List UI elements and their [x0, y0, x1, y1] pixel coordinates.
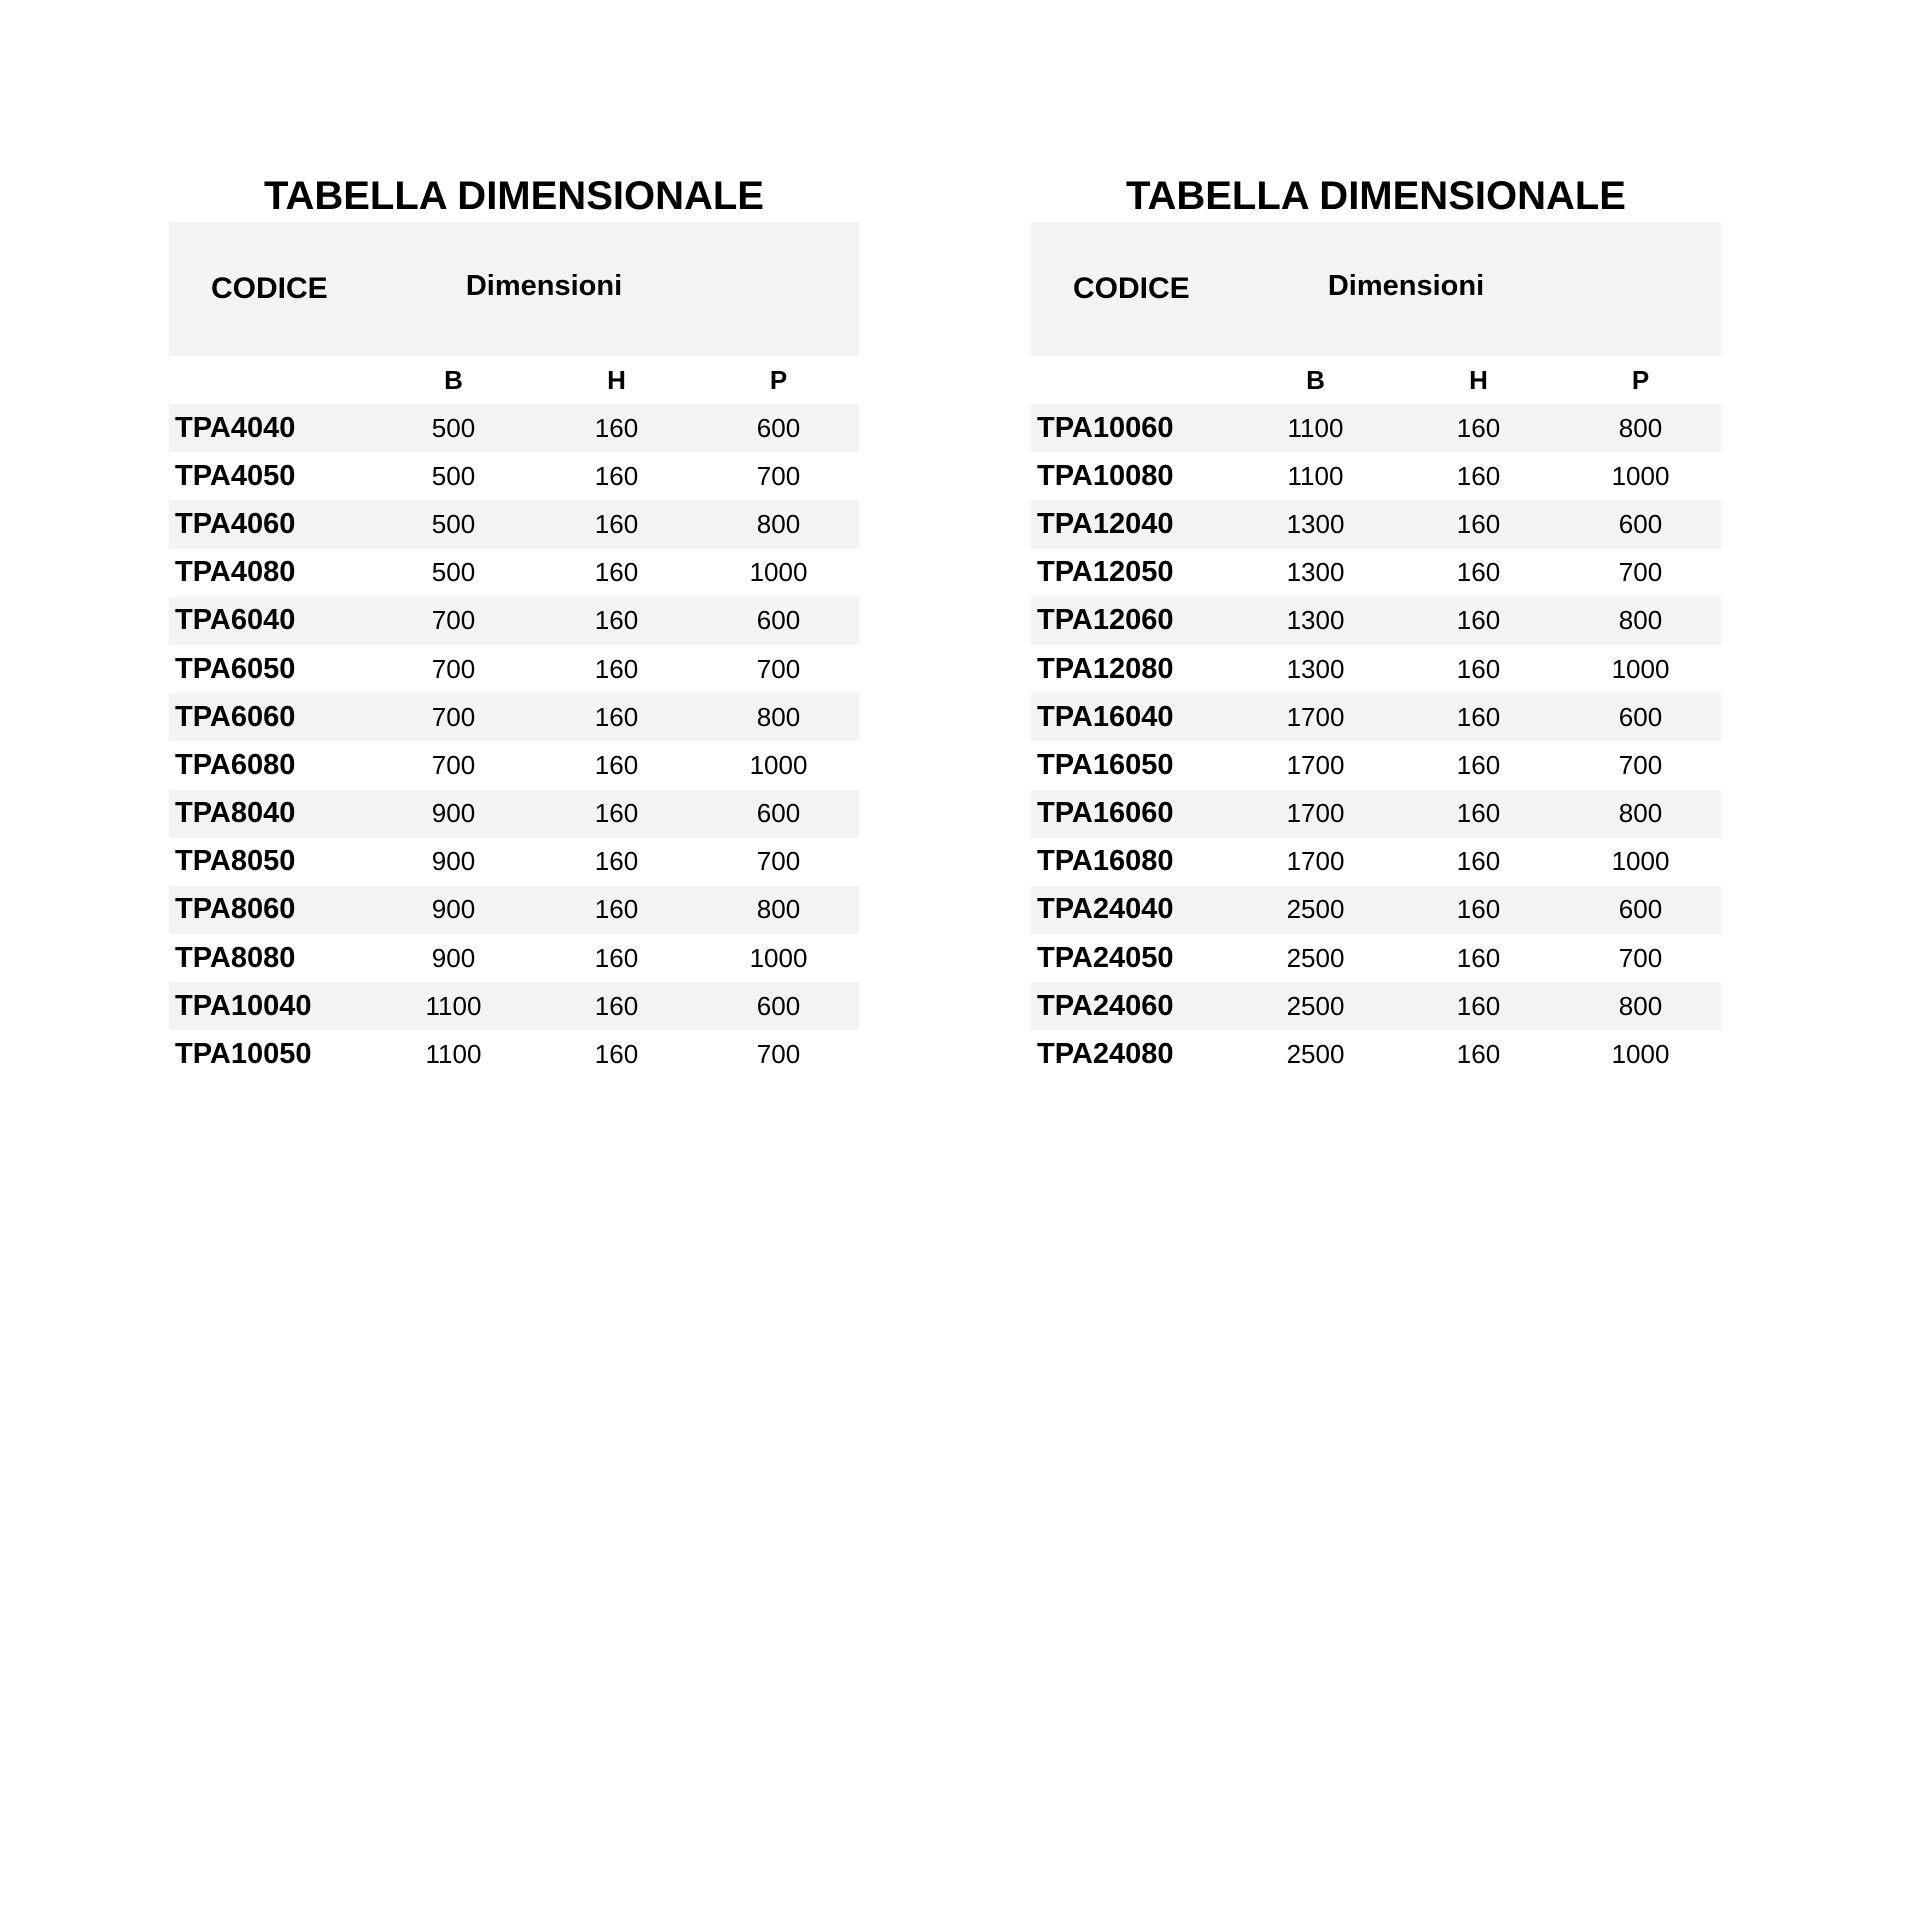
cell-b: 1700	[1286, 846, 1345, 877]
cell-p: 600	[1618, 701, 1663, 732]
cell-b: 1300	[1286, 557, 1345, 588]
table-title: TABELLA DIMENSIONALE	[1126, 174, 1626, 218]
table-row	[169, 597, 859, 645]
cell-b: 700	[431, 605, 476, 636]
cell-h: 160	[594, 557, 639, 588]
cell-h: 160	[1456, 412, 1501, 443]
table-row	[1031, 404, 1721, 452]
cell-p: 1000	[749, 557, 808, 588]
cell-h: 160	[1456, 1039, 1501, 1070]
column-header-h: H	[1469, 364, 1488, 395]
cell-b: 700	[431, 653, 476, 684]
cell-code: TPA16060	[1037, 797, 1174, 830]
cell-h: 160	[594, 460, 639, 491]
cell-b: 1700	[1286, 701, 1345, 732]
cell-p: 800	[756, 701, 801, 732]
cell-b: 500	[431, 412, 476, 443]
cell-code: TPA16040	[1037, 700, 1174, 733]
cell-b: 2500	[1286, 942, 1345, 973]
cell-code: TPA6050	[175, 652, 296, 685]
cell-b: 900	[431, 798, 476, 829]
table-row	[1031, 1030, 1721, 1078]
cell-h: 160	[1456, 653, 1501, 684]
table-row	[169, 404, 859, 452]
table-row	[1031, 645, 1721, 693]
cell-b: 1100	[1287, 412, 1344, 443]
cell-h: 160	[594, 508, 639, 539]
cell-code: TPA16050	[1037, 748, 1174, 781]
cell-h: 160	[1456, 701, 1501, 732]
cell-code: TPA8080	[175, 941, 296, 974]
cell-p: 600	[756, 412, 801, 443]
cell-b: 2500	[1286, 990, 1345, 1021]
table-row	[169, 838, 859, 886]
table-header-band	[169, 222, 859, 356]
cell-code: TPA24040	[1037, 893, 1174, 926]
cell-p: 800	[1618, 605, 1663, 636]
header-dimensioni: Dimensioni	[465, 270, 623, 302]
cell-b: 2500	[1286, 894, 1345, 925]
table-row	[169, 790, 859, 838]
table-row	[169, 452, 859, 500]
header-dimensioni: Dimensioni	[1327, 270, 1485, 302]
column-header-b: B	[444, 364, 463, 395]
cell-code: TPA4060	[175, 507, 296, 540]
table-row	[1031, 886, 1721, 934]
cell-b: 2500	[1286, 1039, 1345, 1070]
dimension-table-left	[169, 170, 859, 1079]
cell-h: 160	[1456, 557, 1501, 588]
cell-code: TPA24050	[1037, 941, 1174, 974]
cell-h: 160	[594, 942, 639, 973]
cell-p: 1000	[1611, 653, 1670, 684]
cell-p: 700	[1618, 557, 1663, 588]
cell-h: 160	[1456, 749, 1501, 780]
cell-h: 160	[594, 798, 639, 829]
cell-p: 1000	[1611, 460, 1670, 491]
cell-b: 1300	[1286, 605, 1345, 636]
column-header-b: B	[1306, 364, 1325, 395]
cell-h: 160	[1456, 798, 1501, 829]
cell-p: 600	[1618, 894, 1663, 925]
cell-p: 600	[756, 605, 801, 636]
cell-p: 700	[756, 460, 801, 491]
cell-code: TPA6060	[175, 700, 296, 733]
cell-b: 1300	[1286, 653, 1345, 684]
column-header-row	[1031, 356, 1721, 404]
cell-code: TPA12040	[1037, 507, 1174, 540]
cell-p: 600	[756, 798, 801, 829]
table-title: TABELLA DIMENSIONALE	[264, 174, 764, 218]
cell-p: 700	[756, 1039, 801, 1070]
cell-code: TPA6080	[175, 748, 296, 781]
cell-h: 160	[594, 846, 639, 877]
table-row	[169, 645, 859, 693]
cell-b: 1300	[1286, 508, 1345, 539]
cell-p: 700	[756, 846, 801, 877]
cell-h: 160	[594, 749, 639, 780]
cell-b: 900	[431, 846, 476, 877]
cell-code: TPA4040	[175, 411, 296, 444]
cell-code: TPA4050	[175, 459, 296, 492]
cell-p: 1000	[1611, 846, 1670, 877]
table-body	[169, 404, 859, 1079]
cell-h: 160	[1456, 990, 1501, 1021]
cell-p: 1000	[749, 942, 808, 973]
cell-code: TPA12080	[1037, 652, 1174, 685]
cell-p: 700	[1618, 942, 1663, 973]
cell-h: 160	[594, 605, 639, 636]
cell-b: 1100	[425, 1039, 482, 1070]
cell-h: 160	[1456, 894, 1501, 925]
cell-p: 700	[1618, 749, 1663, 780]
column-header-row	[169, 356, 859, 404]
table-row	[1031, 741, 1721, 789]
table-row	[1031, 934, 1721, 982]
cell-code: TPA10040	[175, 989, 312, 1022]
table-row	[1031, 790, 1721, 838]
cell-p: 700	[756, 653, 801, 684]
cell-p: 800	[1618, 990, 1663, 1021]
cell-b: 700	[431, 749, 476, 780]
cell-code: TPA24060	[1037, 989, 1174, 1022]
cell-b: 500	[431, 557, 476, 588]
cell-p: 800	[756, 894, 801, 925]
cell-code: TPA8050	[175, 845, 296, 878]
cell-b: 1700	[1286, 749, 1345, 780]
cell-code: TPA16080	[1037, 845, 1174, 878]
table-row	[1031, 500, 1721, 548]
cell-h: 160	[1456, 846, 1501, 877]
header-codice: CODICE	[1073, 272, 1190, 305]
header-codice: CODICE	[211, 272, 328, 305]
cell-h: 160	[1456, 605, 1501, 636]
cell-h: 160	[1456, 942, 1501, 973]
cell-code: TPA12060	[1037, 604, 1174, 637]
cell-h: 160	[594, 653, 639, 684]
dimension-table-right	[1031, 170, 1721, 1079]
cell-code: TPA8060	[175, 893, 296, 926]
cell-b: 1100	[425, 990, 482, 1021]
table-row	[169, 549, 859, 597]
cell-p: 1000	[749, 749, 808, 780]
table-row	[1031, 597, 1721, 645]
cell-h: 160	[594, 894, 639, 925]
table-row	[1031, 549, 1721, 597]
cell-h: 160	[594, 701, 639, 732]
table-row	[1031, 693, 1721, 741]
cell-code: TPA4080	[175, 556, 296, 589]
cell-code: TPA10050	[175, 1038, 312, 1071]
column-header-p: P	[1631, 364, 1650, 395]
table-row	[169, 982, 859, 1030]
table-header-band	[1031, 222, 1721, 356]
cell-code: TPA10080	[1037, 459, 1174, 492]
cell-h: 160	[1456, 460, 1501, 491]
table-row	[1031, 982, 1721, 1030]
cell-b: 1100	[1287, 460, 1344, 491]
cell-b: 900	[431, 894, 476, 925]
cell-h: 160	[594, 990, 639, 1021]
table-row	[169, 1030, 859, 1078]
table-row	[169, 886, 859, 934]
cell-b: 900	[431, 942, 476, 973]
cell-code: TPA24080	[1037, 1038, 1174, 1071]
table-body	[1031, 404, 1721, 1079]
table-row	[169, 934, 859, 982]
cell-code: TPA12050	[1037, 556, 1174, 589]
table-row	[169, 500, 859, 548]
table-row	[1031, 452, 1721, 500]
cell-b: 700	[431, 701, 476, 732]
cell-code: TPA6040	[175, 604, 296, 637]
cell-p: 800	[1618, 412, 1663, 443]
cell-code: TPA10060	[1037, 411, 1174, 444]
table-row	[169, 693, 859, 741]
cell-h: 160	[1456, 508, 1501, 539]
cell-h: 160	[594, 1039, 639, 1070]
column-header-p: P	[769, 364, 788, 395]
cell-p: 800	[756, 508, 801, 539]
table-row	[169, 741, 859, 789]
cell-b: 500	[431, 460, 476, 491]
cell-p: 800	[1618, 798, 1663, 829]
cell-code: TPA8040	[175, 797, 296, 830]
column-header-h: H	[607, 364, 626, 395]
cell-p: 1000	[1611, 1039, 1670, 1070]
cell-p: 600	[756, 990, 801, 1021]
cell-h: 160	[594, 412, 639, 443]
cell-b: 1700	[1286, 798, 1345, 829]
table-row	[1031, 838, 1721, 886]
cell-p: 600	[1618, 508, 1663, 539]
cell-b: 500	[431, 508, 476, 539]
